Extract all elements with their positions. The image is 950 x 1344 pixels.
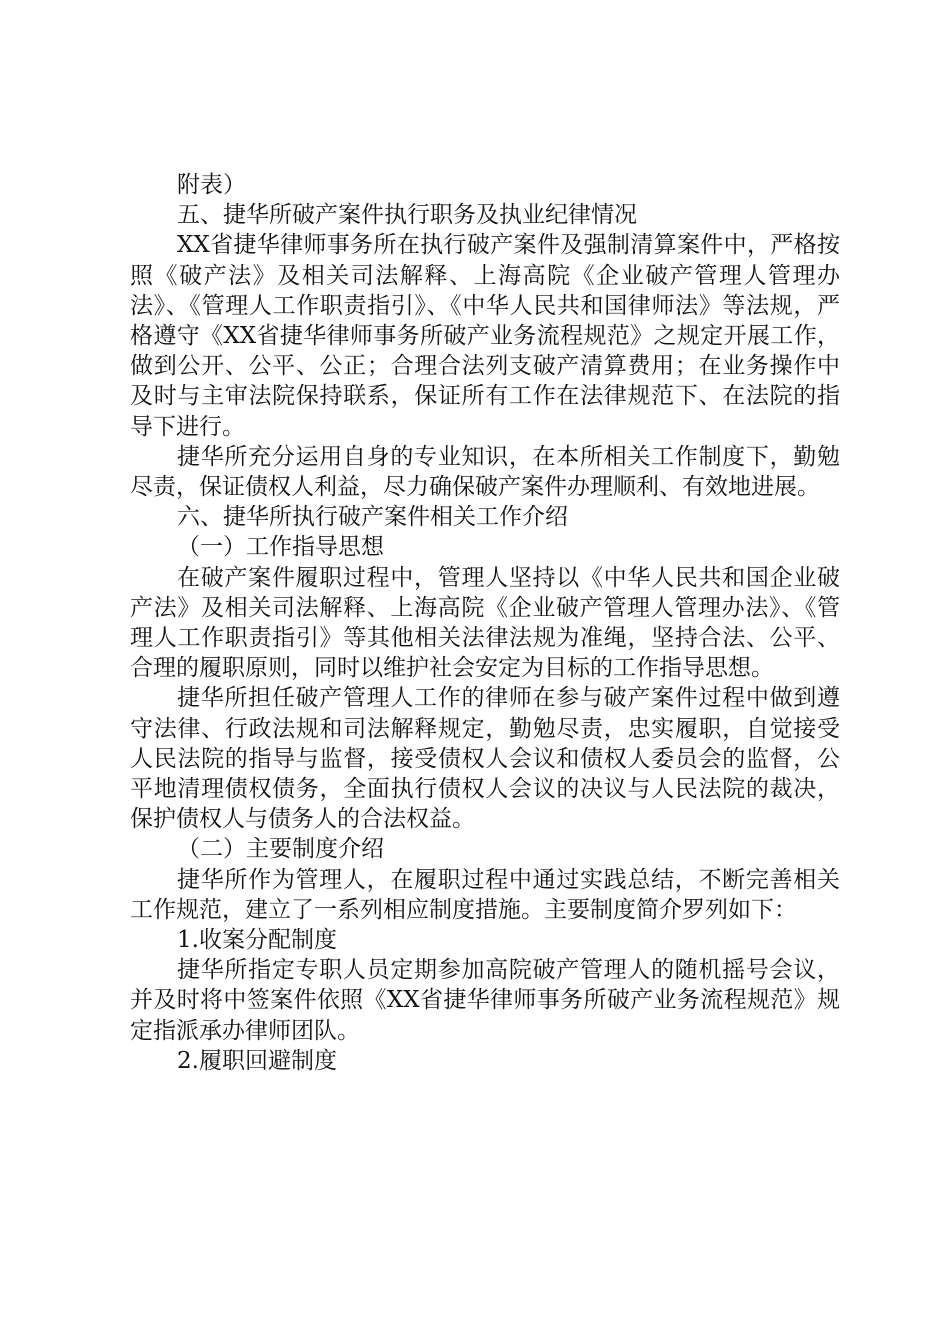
paragraph-case-allocation: 捷华所指定专职人员定期参加高院破产管理人的随机摇号会议，并及时将中签案件依照《XX省捷华律师事务所破产业务流程规范》规定指派承办律师团队。 (130, 957, 840, 1044)
paragraph-systems-intro: 捷华所作为管理人，在履职过程中通过实践总结，不断完善相关工作规范，建立了一系列相应制度措施。主要制度简介罗列如下： (130, 866, 840, 923)
paragraph-duties-2: 捷华所充分运用自身的专业知识，在本所相关工作制度下，勤勉尽责，保证债权人利益，尽力确保破产案件办理顺利、有效地进展。 (130, 443, 840, 501)
item-heading-1: 1.收案分配制度 (177, 927, 337, 954)
item-heading-2: 2.履职回避制度 (177, 1047, 337, 1074)
paragraph-appendix-end: 附表） (177, 172, 246, 198)
paragraph-guideline-2: 捷华所担任破产管理人工作的律师在参与破产案件过程中做到遵守法律、行政法规和司法解释规定，勤勉尽责，忠实履职，自觉接受人民法院的指导与监督，接受债权人会议和债权人委员会的监督，公平地清理债权债务，全面执行债权人会议的决议与人民法院的裁决，保护债权人与债务人的合法权益。 (130, 685, 840, 833)
document-body (130, 170, 840, 1076)
section-heading-6: 六、捷华所执行破产案件相关工作介绍 (177, 504, 568, 531)
paragraph-duties-1: XX省捷华律师事务所在执行破产案件及强制清算案件中，严格按照《破产法》及相关司法解释、上海高院《企业破产管理人管理办法》、《管理人工作职责指引》、《中华人民共和国律师法》等法规，严格遵守《XX省捷华律师事务所破产业务流程规范》之规定开展工作，做到公开、公平、公正；合理合法列支破产清算费用；在业务操作中及时与主审法院保持联系，保证所有工作在法律规范下、在法院的指导下进行。 (130, 232, 840, 440)
paragraph-guideline-1: 在破产案件履职过程中，管理人坚持以《中华人民共和国企业破产法》及相关司法解释、上海高院《企业破产管理人管理办法》、《管理人工作职责指引》等其他相关法律法规为准绳，坚持合法、公平、合理的履职原则，同时以维护社会安定为目标的工作指导思想。 (130, 564, 840, 682)
section-heading-5: 五、捷华所破产案件执行职务及执业纪律情况 (177, 202, 637, 229)
subsection-heading-1: （一）工作指导思想 (177, 534, 384, 561)
subsection-heading-2: （二）主要制度介绍 (177, 836, 384, 863)
